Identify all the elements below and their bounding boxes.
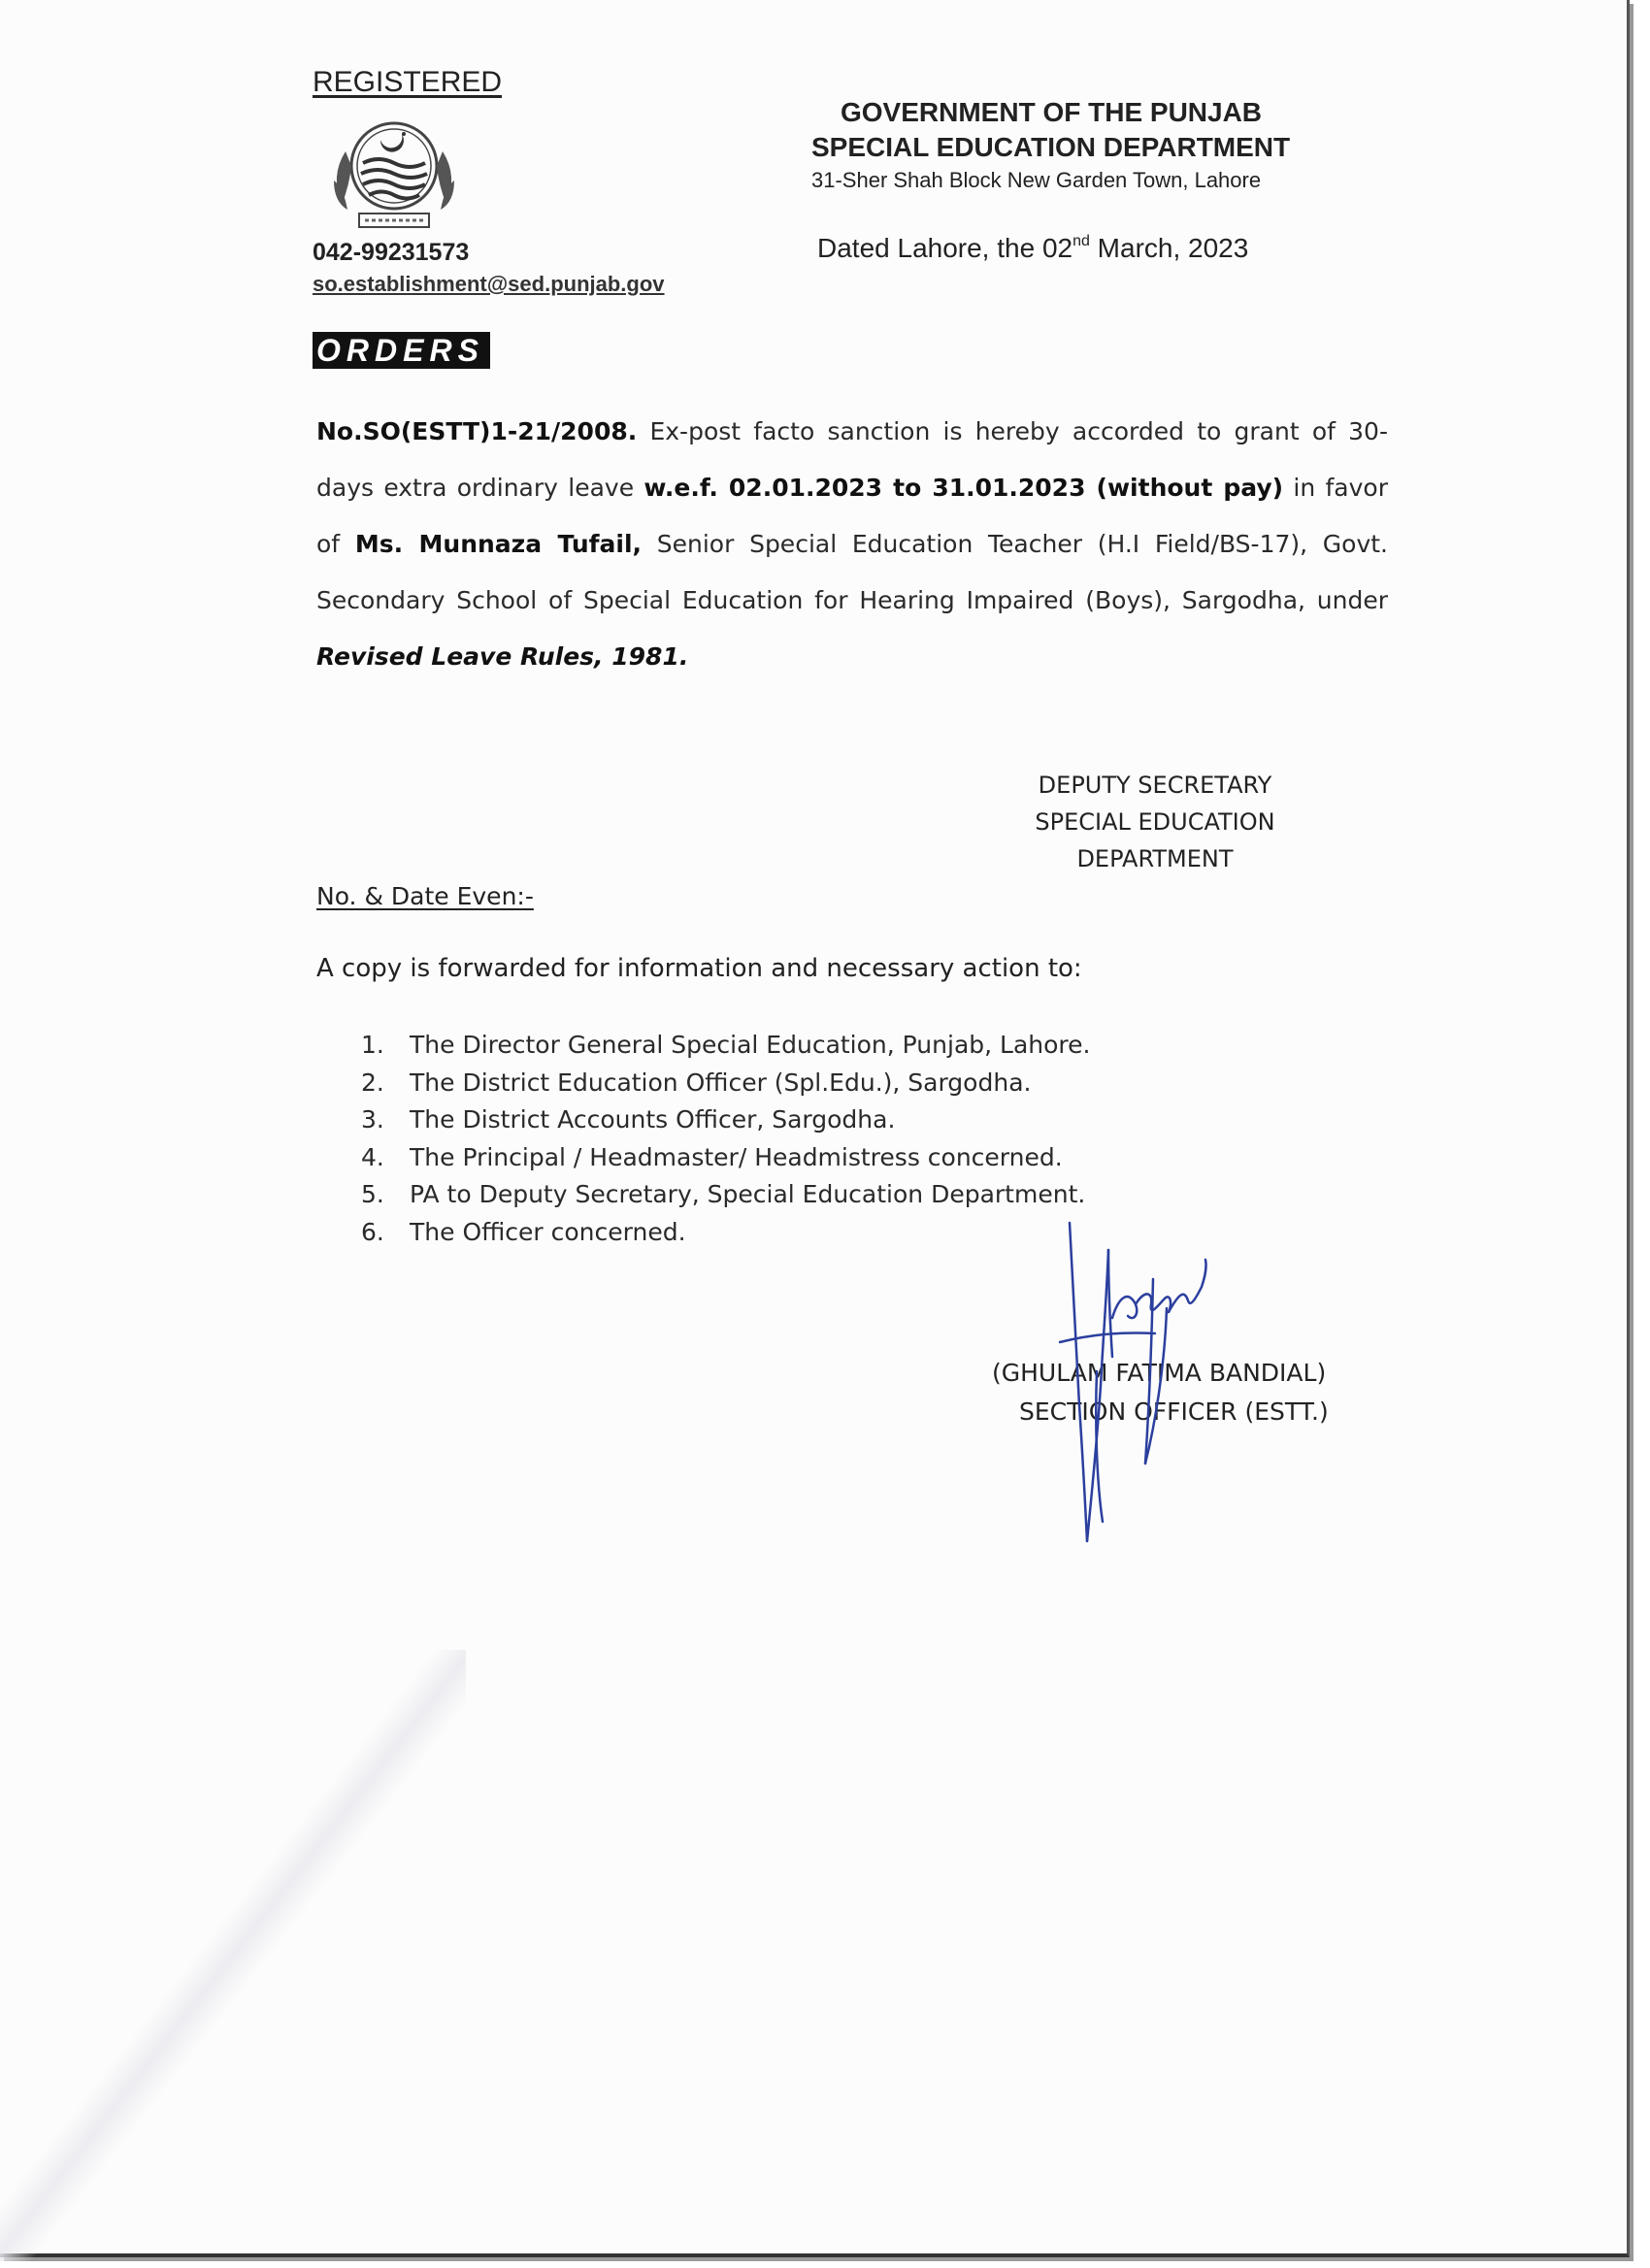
authority-block: [1000, 767, 1310, 877]
date-ordinal: nd: [1072, 233, 1090, 249]
registered-label: REGISTERED: [313, 66, 503, 98]
list-item: 1. The Director General Special Education, Punjab, Lahore.: [361, 1031, 1091, 1059]
department-title: SPECIAL EDUCATION DEPARTMENT: [811, 132, 1291, 162]
authority-line-2: SPECIAL EDUCATION: [1035, 808, 1275, 836]
list-item: 5. PA to Deputy Secretary, Special Education Department.: [361, 1180, 1086, 1208]
order-text-1: Ex-post facto sanction is hereby accorded to grant of 30-days extra ordinary leave: [316, 417, 1388, 502]
list-item: 6. The Officer concerned.: [361, 1217, 686, 1246]
endorsement-heading: No. & Date Even:-: [316, 882, 534, 910]
authority-line-3: DEPARTMENT: [1076, 845, 1234, 872]
list-item: 4. The Principal / Headmaster/ Headmistress concerned.: [361, 1142, 1063, 1171]
order-number: No.SO(ESTT)1-21/2008.: [316, 417, 638, 445]
paper-fold-shadow: [0, 1650, 466, 2261]
list-item: 3. The District Accounts Officer, Sargodha.: [361, 1105, 896, 1134]
orders-heading: ORDERS: [313, 332, 490, 369]
list-item: 2. The District Education Officer (Spl.Edu.), Sargodha.: [361, 1068, 1032, 1097]
handwritten-signature: [1058, 1211, 1252, 1551]
date-suffix: March, 2023: [1089, 233, 1249, 263]
order-text-2: in favor of: [316, 474, 1388, 558]
order-text-3: Senior Special Education Teacher (H.I Field/BS-17), Govt. Secondary School of Special Education for Hearing Impaired (Boys), Sargodha, under: [316, 530, 1388, 614]
date-prefix: Dated Lahore, the 02: [817, 233, 1073, 263]
recipient-list: [361, 1027, 1090, 1251]
punjab-government-seal-icon: [316, 113, 472, 239]
date-line: [817, 233, 1248, 264]
leave-period: w.e.f. 02.01.2023 to 31.01.2023 (without pay): [644, 474, 1284, 502]
order-paragraph: [316, 404, 1388, 685]
government-title: GOVERNMENT OF THE PUNJAB: [841, 97, 1263, 127]
department-address: 31-Sher Shah Block New Garden Town, Lahore: [811, 168, 1262, 192]
phone-number: 042-99231573: [313, 239, 470, 266]
email-link[interactable]: so.establishment@sed.punjab.gov: [313, 272, 665, 296]
endorsement-intro: A copy is forwarded for information and necessary action to:: [316, 954, 1082, 983]
signatory-name: (GHULAM FATIMA BANDIAL): [992, 1359, 1327, 1387]
authority-line-1: DEPUTY SECRETARY: [1038, 772, 1272, 799]
employee-name: Ms. Munnaza Tufail,: [354, 530, 643, 558]
leave-rules: Revised Leave Rules, 1981.: [316, 642, 689, 671]
signatory-title: SECTION OFFICER (ESTT.): [1019, 1397, 1329, 1426]
